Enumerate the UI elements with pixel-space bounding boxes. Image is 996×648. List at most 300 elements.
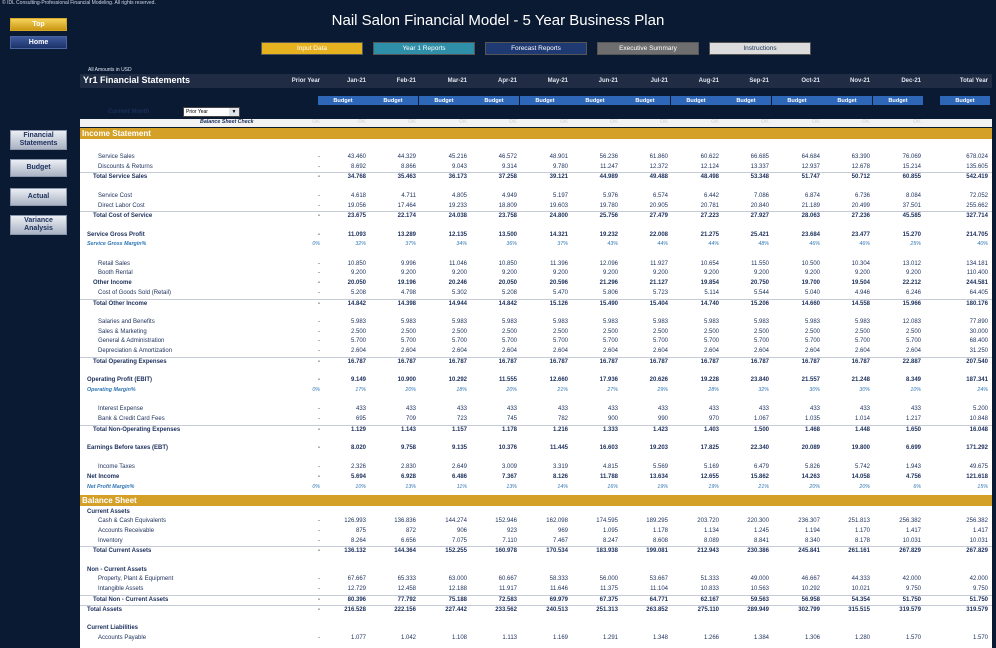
table-row (80, 269, 992, 279)
row-value: 5.983 (400, 318, 416, 325)
row-value: 1.217 (905, 415, 921, 422)
row-value: 11.093 (347, 231, 366, 238)
row-value: - (318, 426, 320, 433)
row-value: 32% (355, 241, 366, 248)
row-value: 15.404 (649, 300, 668, 307)
row-value: 16.603 (599, 445, 618, 451)
row-value: 2.500 (703, 328, 719, 335)
table-row (80, 172, 992, 182)
row-value: 1.067 (753, 415, 769, 422)
row-value: 5.197 (552, 192, 568, 199)
row-value: 27% (607, 386, 618, 393)
row-value: 2.649 (451, 464, 467, 471)
row-value: 1.245 (753, 527, 769, 534)
row-value: 49.488 (649, 174, 668, 181)
row-value: 7.110 (502, 537, 517, 544)
budget-label: Budget (419, 96, 469, 105)
row-value: 5.700 (451, 338, 467, 345)
row-value: 1.108 (451, 634, 467, 641)
row-value: 2.604 (602, 348, 618, 354)
financial-sheet (80, 66, 992, 648)
row-value: 12.458 (397, 586, 416, 593)
table-row (80, 347, 992, 357)
row-value: 433 (859, 406, 870, 413)
row-value: 12.655 (700, 474, 719, 481)
row-label: Service Cost (98, 192, 133, 199)
row-value: 433 (557, 406, 568, 413)
row-value: 20.750 (750, 280, 769, 287)
tab-executive-summary[interactable]: Executive Summary (597, 42, 699, 55)
row-value: 60.667 (498, 576, 517, 583)
row-value: 4.815 (602, 464, 618, 471)
row-value: 8.692 (350, 163, 366, 170)
table-row (80, 463, 992, 473)
row-value: 5.983 (350, 318, 366, 325)
row-value: 21.557 (801, 377, 820, 384)
row-value: - (318, 328, 320, 335)
section-header: Balance Sheet (80, 495, 992, 506)
row-value: 2.500 (350, 328, 366, 335)
row-value: 20.626 (649, 377, 668, 384)
row-label: Total Non-Operating Expenses (93, 426, 181, 433)
row-value: 162.098 (546, 518, 568, 525)
balance-check-value: OK (610, 119, 618, 125)
current-month-row (80, 106, 992, 118)
row-value: 14.558 (851, 300, 870, 307)
row-value: 13.012 (902, 260, 921, 267)
row-value: 1.216 (552, 426, 568, 433)
row-value: 9.750 (905, 586, 921, 593)
row-value: 5.983 (753, 318, 769, 325)
row-value: 2.604 (350, 348, 366, 354)
row-value: 11.104 (650, 586, 668, 593)
tab-input-data[interactable]: Input Data (261, 42, 363, 55)
row-value: 16.787 (851, 358, 870, 365)
row-value: 6.656 (400, 537, 416, 544)
row-value: 1.014 (854, 415, 870, 422)
side-button-budget[interactable]: Budget (10, 159, 67, 177)
balance-check-value: OK (408, 119, 416, 125)
row-value: 14.842 (498, 300, 517, 307)
row-value: 152.255 (445, 548, 467, 555)
budget-label: Budget (940, 96, 990, 105)
table-row (80, 299, 992, 309)
row-value: 42.000 (902, 576, 921, 583)
row-value: 23.477 (851, 231, 870, 238)
row-value: 171.292 (966, 445, 988, 451)
row-value: 126.993 (344, 518, 366, 525)
row-value: 7.075 (451, 537, 467, 544)
table-row (80, 473, 992, 483)
row-value: 134.181 (966, 260, 988, 267)
row-value: 2.604 (652, 348, 668, 354)
row-value: 11.550 (751, 260, 769, 267)
row-value: 152.946 (495, 518, 517, 525)
balance-check-value: OK (560, 119, 568, 125)
row-value: 5.826 (804, 464, 820, 471)
row-value: 267.829 (966, 548, 988, 555)
row-value: 1.448 (854, 426, 870, 433)
row-value: 302.799 (798, 606, 820, 613)
tab-instructions[interactable]: Instructions (709, 42, 811, 55)
row-value: 21.248 (851, 377, 870, 384)
row-value: - (318, 586, 320, 593)
table-row (80, 575, 992, 585)
row-value: 1.500 (753, 426, 769, 433)
row-label: Cash & Cash Equivalents (98, 518, 167, 525)
row-value: 9.200 (451, 270, 467, 277)
row-value: 30% (809, 386, 820, 393)
row-label: Operating Margin% (87, 386, 136, 393)
row-value: 236.307 (798, 518, 820, 525)
row-value: 16.787 (397, 358, 416, 365)
row-value: 9.200 (652, 270, 668, 277)
row-value: 43.460 (347, 154, 366, 160)
row-value: 4.946 (854, 289, 870, 296)
row-value: 1.403 (703, 426, 719, 433)
row-value: 20.596 (549, 280, 568, 287)
row-value: 275.110 (697, 606, 719, 613)
row-value: 16.787 (801, 358, 820, 365)
tab-forecast-reports[interactable]: Forecast Reports (485, 42, 587, 55)
row-label: Sales & Marketing (98, 328, 147, 335)
row-value: 9.780 (552, 163, 568, 170)
row-value: 433 (758, 406, 769, 413)
row-value: - (318, 596, 320, 603)
row-value: 900 (607, 415, 618, 422)
row-value: 723 (456, 415, 467, 422)
row-value: 9.200 (905, 270, 921, 277)
column-header: Jan-21 (346, 78, 366, 84)
row-value: 2.500 (905, 328, 921, 335)
row-value: 75.188 (448, 596, 467, 603)
row-value: 44.333 (851, 576, 870, 583)
row-value: 36% (506, 241, 517, 248)
row-value: 8.178 (854, 537, 870, 544)
row-value: 256.382 (966, 518, 988, 525)
row-value: 13.289 (397, 231, 416, 238)
row-value: 12.096 (599, 260, 618, 267)
row-value: - (318, 464, 320, 471)
row-value: 10.304 (851, 260, 870, 267)
row-value: - (318, 192, 320, 199)
row-value: 17.825 (700, 445, 719, 451)
row-value: 21% (557, 386, 568, 393)
row-value: 289.949 (747, 606, 769, 613)
row-value: 27.479 (649, 213, 668, 220)
row-label: Intangible Assets (98, 586, 144, 593)
row-value: 77.792 (397, 596, 416, 603)
row-value: 13.634 (649, 474, 668, 481)
row-label: Accounts Payable (98, 634, 147, 641)
row-value: 60.855 (902, 174, 921, 181)
budget-label: Budget (873, 96, 923, 105)
row-value: 1.134 (703, 527, 719, 534)
row-value: 4.798 (400, 289, 416, 296)
row-value: 433 (809, 406, 820, 413)
table-row (80, 260, 992, 270)
row-value: 144.274 (445, 518, 467, 525)
row-value: 187.341 (966, 377, 988, 384)
row-value: 230.386 (747, 548, 769, 555)
row-value: 8.866 (400, 163, 416, 170)
row-value: 1.348 (652, 634, 668, 641)
row-value: - (318, 606, 320, 613)
row-value: 66.685 (750, 154, 769, 160)
row-value: 44.989 (599, 174, 618, 181)
row-value: 1.570 (972, 634, 988, 641)
row-value: 25.756 (599, 213, 618, 220)
row-value: 8.089 (703, 537, 719, 544)
side-button-actual[interactable]: Actual (10, 188, 67, 206)
row-value: 136.836 (394, 518, 416, 525)
row-value: 0% (312, 241, 320, 248)
chevron-down-icon[interactable]: ▼ (229, 108, 239, 116)
row-value: 5.700 (703, 338, 719, 345)
row-label: Service Sales (98, 154, 135, 160)
table-row (80, 546, 992, 556)
balance-check-value: OK (660, 119, 668, 125)
row-value: 20% (859, 483, 870, 490)
row-value: 22.887 (902, 358, 921, 365)
row-value: - (318, 445, 320, 451)
row-value: 12.372 (649, 163, 668, 170)
row-value: 10.654 (700, 260, 719, 267)
row-label: Income Taxes (98, 464, 135, 471)
row-value: 9.750 (972, 586, 988, 593)
row-value: 2.604 (804, 348, 820, 354)
row-value: 16.787 (549, 358, 568, 365)
row-value: 4.949 (501, 192, 517, 199)
row-value: 1.169 (552, 634, 568, 641)
row-value: 990 (657, 415, 668, 422)
row-value: 16.787 (599, 358, 618, 365)
row-value: 20% (809, 483, 820, 490)
row-value: 14.398 (397, 300, 416, 307)
row-value: 5.169 (703, 464, 719, 471)
table-row (80, 318, 992, 328)
budget-label: Budget (721, 96, 771, 105)
row-label: Total Other Income (93, 300, 148, 307)
row-value: - (318, 270, 320, 277)
row-value: 50.712 (851, 174, 870, 181)
row-label: Total Service Sales (93, 174, 148, 181)
table-row (80, 537, 992, 547)
row-value: 10.292 (448, 377, 467, 384)
budget-label: Budget (570, 96, 620, 105)
row-value: 46.667 (801, 576, 820, 583)
row-value: 5.700 (905, 338, 921, 345)
row-value: 5.742 (854, 464, 870, 471)
row-value: 10.500 (801, 260, 820, 267)
row-value: 67.667 (347, 576, 366, 583)
row-value: 76.069 (902, 154, 921, 160)
row-value: 244.581 (966, 280, 988, 287)
row-value: 80.396 (347, 596, 366, 603)
row-value: 9.200 (703, 270, 719, 277)
row-value: 1.417 (972, 527, 988, 534)
row-value: 6.486 (451, 474, 467, 481)
row-label: Current Assets (87, 508, 130, 515)
tab-year-1-reports[interactable]: Year 1 Reports (373, 42, 475, 55)
row-value: 782 (557, 415, 568, 422)
row-value: 6.928 (400, 474, 416, 481)
row-value: 1.943 (905, 464, 921, 471)
row-value: 199.081 (646, 548, 668, 555)
row-value: 8.264 (350, 537, 366, 544)
row-value: - (318, 348, 320, 354)
row-value: 5.208 (350, 289, 366, 296)
row-value: 263.852 (646, 606, 668, 613)
row-value: 18% (456, 386, 467, 393)
table-row (80, 163, 992, 173)
row-label: Booth Rental (98, 270, 133, 277)
row-value: 251.313 (596, 606, 618, 613)
table-row (80, 328, 992, 338)
row-value: 315.515 (848, 606, 870, 613)
row-value: 12.135 (448, 231, 467, 238)
row-label: Other Income (93, 280, 132, 287)
home-button[interactable]: Home (10, 36, 67, 49)
row-value: 24.038 (448, 213, 467, 220)
row-value: 34% (456, 241, 467, 248)
row-value: 60.622 (700, 154, 719, 160)
current-month-dropdown[interactable] (183, 107, 240, 117)
row-value: 709 (405, 415, 416, 422)
row-value: 32% (758, 386, 769, 393)
section-header: Income Statement (80, 128, 992, 139)
row-value: - (318, 213, 320, 220)
row-value: 19.203 (649, 445, 668, 451)
row-value: 17% (355, 386, 366, 393)
row-value: 9.758 (400, 445, 416, 451)
row-value: 11.646 (550, 586, 568, 593)
table-row (80, 405, 992, 415)
column-header: Jul-21 (650, 78, 668, 84)
row-value: 8.841 (753, 537, 769, 544)
row-value: 67.375 (599, 596, 618, 603)
row-value: 0% (312, 386, 320, 393)
table-row (80, 508, 992, 518)
row-value: 5.700 (854, 338, 870, 345)
row-value: 9.200 (350, 270, 366, 277)
row-value: 6.874 (804, 192, 820, 199)
row-value: 433 (657, 406, 668, 413)
row-value: 5.983 (602, 318, 618, 325)
row-label: Salaries and Benefits (98, 318, 155, 325)
row-value: 251.813 (848, 518, 870, 525)
row-value: 44% (708, 241, 719, 248)
row-value: 695 (355, 415, 366, 422)
row-value: 6.246 (905, 289, 921, 296)
table-row (80, 566, 992, 576)
row-value: 267.829 (899, 548, 921, 555)
row-value: 5.983 (501, 318, 517, 325)
row-value: 10% (910, 386, 921, 393)
row-value: 6.736 (854, 192, 870, 199)
row-value: 46% (859, 241, 870, 248)
row-label: Inventory (98, 537, 123, 544)
row-value: 319.579 (899, 606, 921, 613)
budget-label: Budget (822, 96, 872, 105)
page-title: Nail Salon Financial Model - 5 Year Business Plan (331, 12, 665, 29)
row-value: 36.173 (448, 174, 467, 181)
row-value: 1.650 (905, 426, 921, 433)
row-value: 23.684 (801, 231, 820, 238)
table-row (80, 415, 992, 425)
row-value: 5.983 (703, 318, 719, 325)
row-value: 51.333 (700, 576, 719, 583)
row-value: 51.750 (969, 596, 988, 603)
row-value: 4.805 (451, 192, 467, 199)
column-header: Prior Year (291, 78, 320, 84)
row-value: - (318, 527, 320, 534)
row-value: 136.132 (344, 548, 366, 555)
row-value: 9.149 (350, 377, 366, 384)
row-value: 433 (405, 406, 416, 413)
column-header: Oct-21 (801, 78, 820, 84)
row-value: 15.206 (750, 300, 769, 307)
row-value: 56.236 (599, 154, 618, 160)
row-value: 1.178 (652, 527, 668, 534)
row-value: 207.540 (966, 358, 988, 365)
row-value: 2.604 (854, 348, 870, 354)
sheet-title: Yr1 Financial Statements (83, 75, 191, 85)
row-value: 59.563 (750, 596, 769, 603)
table-row (80, 153, 992, 163)
row-value: 4.756 (905, 474, 921, 481)
row-value: - (318, 358, 320, 365)
row-value: 40% (977, 241, 988, 248)
row-value: 15.862 (750, 474, 769, 481)
row-value: 6% (913, 483, 921, 490)
row-value: 245.841 (798, 548, 820, 555)
row-value: 745 (506, 415, 517, 422)
row-value: 1.077 (350, 634, 366, 641)
row-value: 1.266 (703, 634, 719, 641)
row-value: 6.479 (753, 464, 769, 471)
row-value: 19.700 (801, 280, 820, 287)
row-label: Net Profit Margin% (87, 483, 135, 490)
row-value: 16.787 (649, 358, 668, 365)
balance-check-value: OK (862, 119, 870, 125)
side-button-financial-statements[interactable]: Financial Statements (10, 130, 67, 150)
statement-body (80, 128, 992, 648)
row-value: 233.562 (495, 606, 517, 613)
row-value: - (318, 260, 320, 267)
row-value: 22.008 (649, 231, 668, 238)
row-value: 45.585 (902, 213, 921, 220)
row-value: 1.417 (905, 527, 921, 534)
row-value: 61.860 (649, 154, 668, 160)
table-row (80, 634, 992, 644)
row-value: 1.468 (804, 426, 820, 433)
top-button[interactable]: Top (10, 18, 67, 31)
row-value: 3.009 (501, 464, 517, 471)
row-value: 1.306 (804, 634, 820, 641)
row-label: Current Liabilities (87, 624, 139, 631)
column-header: Apr-21 (497, 78, 517, 84)
budget-label: Budget (469, 96, 519, 105)
row-value: 2.604 (753, 348, 769, 354)
side-button-variance-analysis[interactable]: Variance Analysis (10, 215, 67, 235)
row-value: 16.787 (448, 358, 467, 365)
row-value: 2.500 (602, 328, 618, 335)
table-row (80, 192, 992, 202)
balance-check-row (80, 119, 992, 127)
row-value: 6.442 (703, 192, 719, 199)
row-value: 1.333 (602, 426, 618, 433)
